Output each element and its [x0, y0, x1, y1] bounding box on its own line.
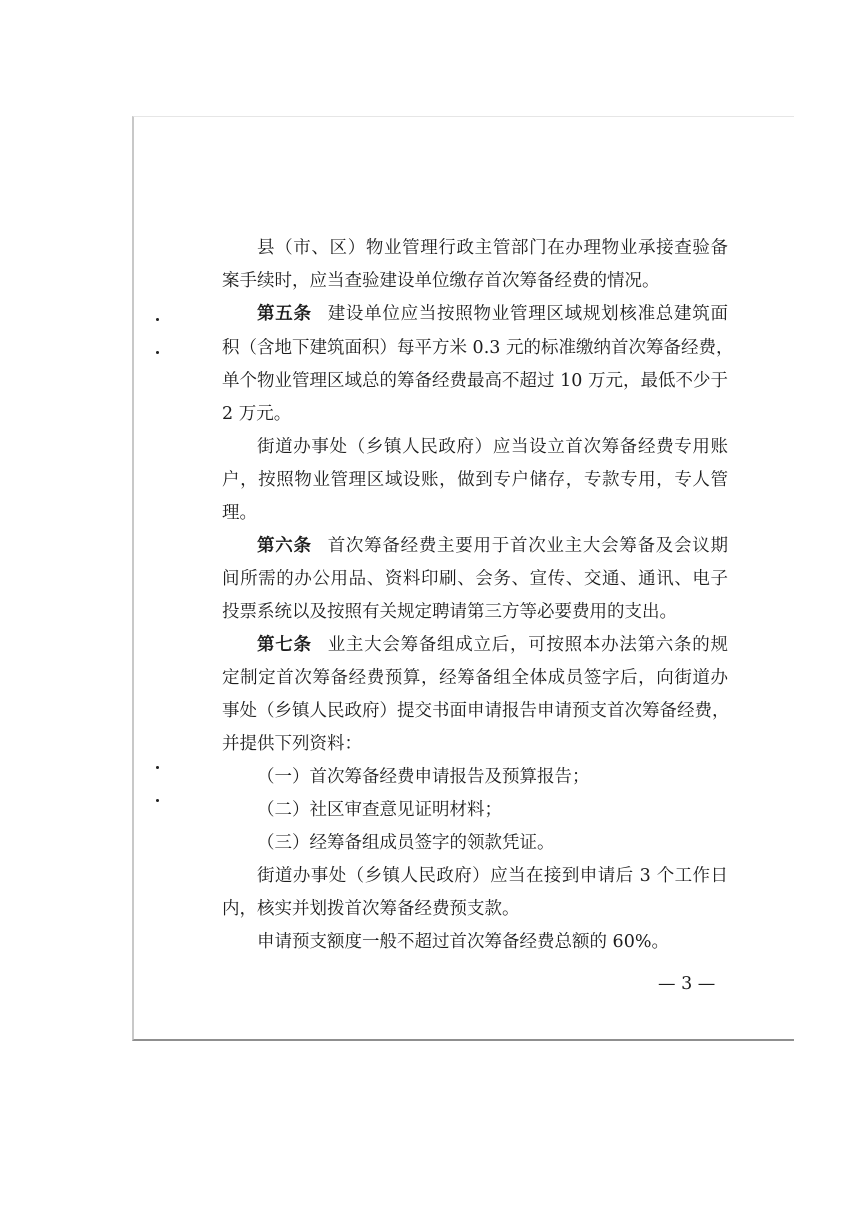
- body-line: 理。: [222, 503, 257, 523]
- body-text: 业主大会筹备组成立后，可按照本办法第六条的规: [327, 635, 728, 655]
- article-6-line: [257, 534, 728, 558]
- list-item: （二）社区审查意见证明材料；: [257, 800, 502, 820]
- list-item: （三）经筹备组成员签字的领款凭证。: [257, 833, 555, 853]
- body-line: 案手续时，应当查验建设单位缴存首次筹备经费的情况。: [222, 271, 660, 291]
- margin-mark: [156, 318, 159, 321]
- list-item: （一）首次筹备经费申请报告及预算报告；: [257, 767, 590, 787]
- margin-mark: [156, 766, 159, 769]
- article-5-line: [257, 302, 728, 326]
- body-line: 户，按照物业管理区域设账，做到专户储存，专款专用，专人管: [222, 470, 728, 490]
- body-text: 建设单位应当按照物业管理区域规划核准总建筑面: [327, 304, 728, 324]
- article-title: 第五条: [257, 304, 312, 324]
- body-line: 积（含地下建筑面积）每平方米 0.3 元的标准缴纳首次筹备经费，: [222, 338, 734, 358]
- body-line: 定制定首次筹备经费预算，经筹备组全体成员签字后，向街道办: [222, 668, 728, 688]
- body-line: 事处（乡镇人民政府）提交书面申请报告申请预支首次筹备经费，: [222, 701, 730, 721]
- body-text: 首次筹备经费主要用于首次业主大会筹备及会议期: [327, 536, 728, 556]
- body-line: 单个物业管理区域总的筹备经费最高不超过 10 万元，最低不少于: [222, 371, 728, 391]
- article-title: 第六条: [257, 536, 312, 556]
- body-line: 申请预支额度一般不超过首次筹备经费总额的 60%。: [257, 932, 669, 952]
- body-line: 2 万元。: [222, 404, 292, 424]
- page-number: — 3 —: [658, 974, 716, 994]
- body-line: 并提供下列资料：: [222, 734, 362, 754]
- body-line: 投票系统以及按照有关规定聘请第三方等必要费用的支出。: [222, 602, 677, 622]
- body-line: 内，核实并划拨首次筹备经费预支款。: [222, 899, 520, 919]
- article-7-line: [257, 633, 728, 657]
- margin-mark: [156, 799, 159, 802]
- body-line: 街道办事处（乡镇人民政府）应当在接到申请后 3 个工作日: [257, 866, 728, 886]
- article-title: 第七条: [257, 635, 312, 655]
- body-line: 县（市、区）物业管理行政主管部门在办理物业承接查验备: [257, 238, 728, 258]
- body-line: 街道办事处（乡镇人民政府）应当设立首次筹备经费专用账: [257, 437, 728, 457]
- margin-mark: [156, 351, 159, 354]
- body-line: 间所需的办公用品、资料印刷、会务、宣传、交通、通讯、电子: [222, 569, 728, 589]
